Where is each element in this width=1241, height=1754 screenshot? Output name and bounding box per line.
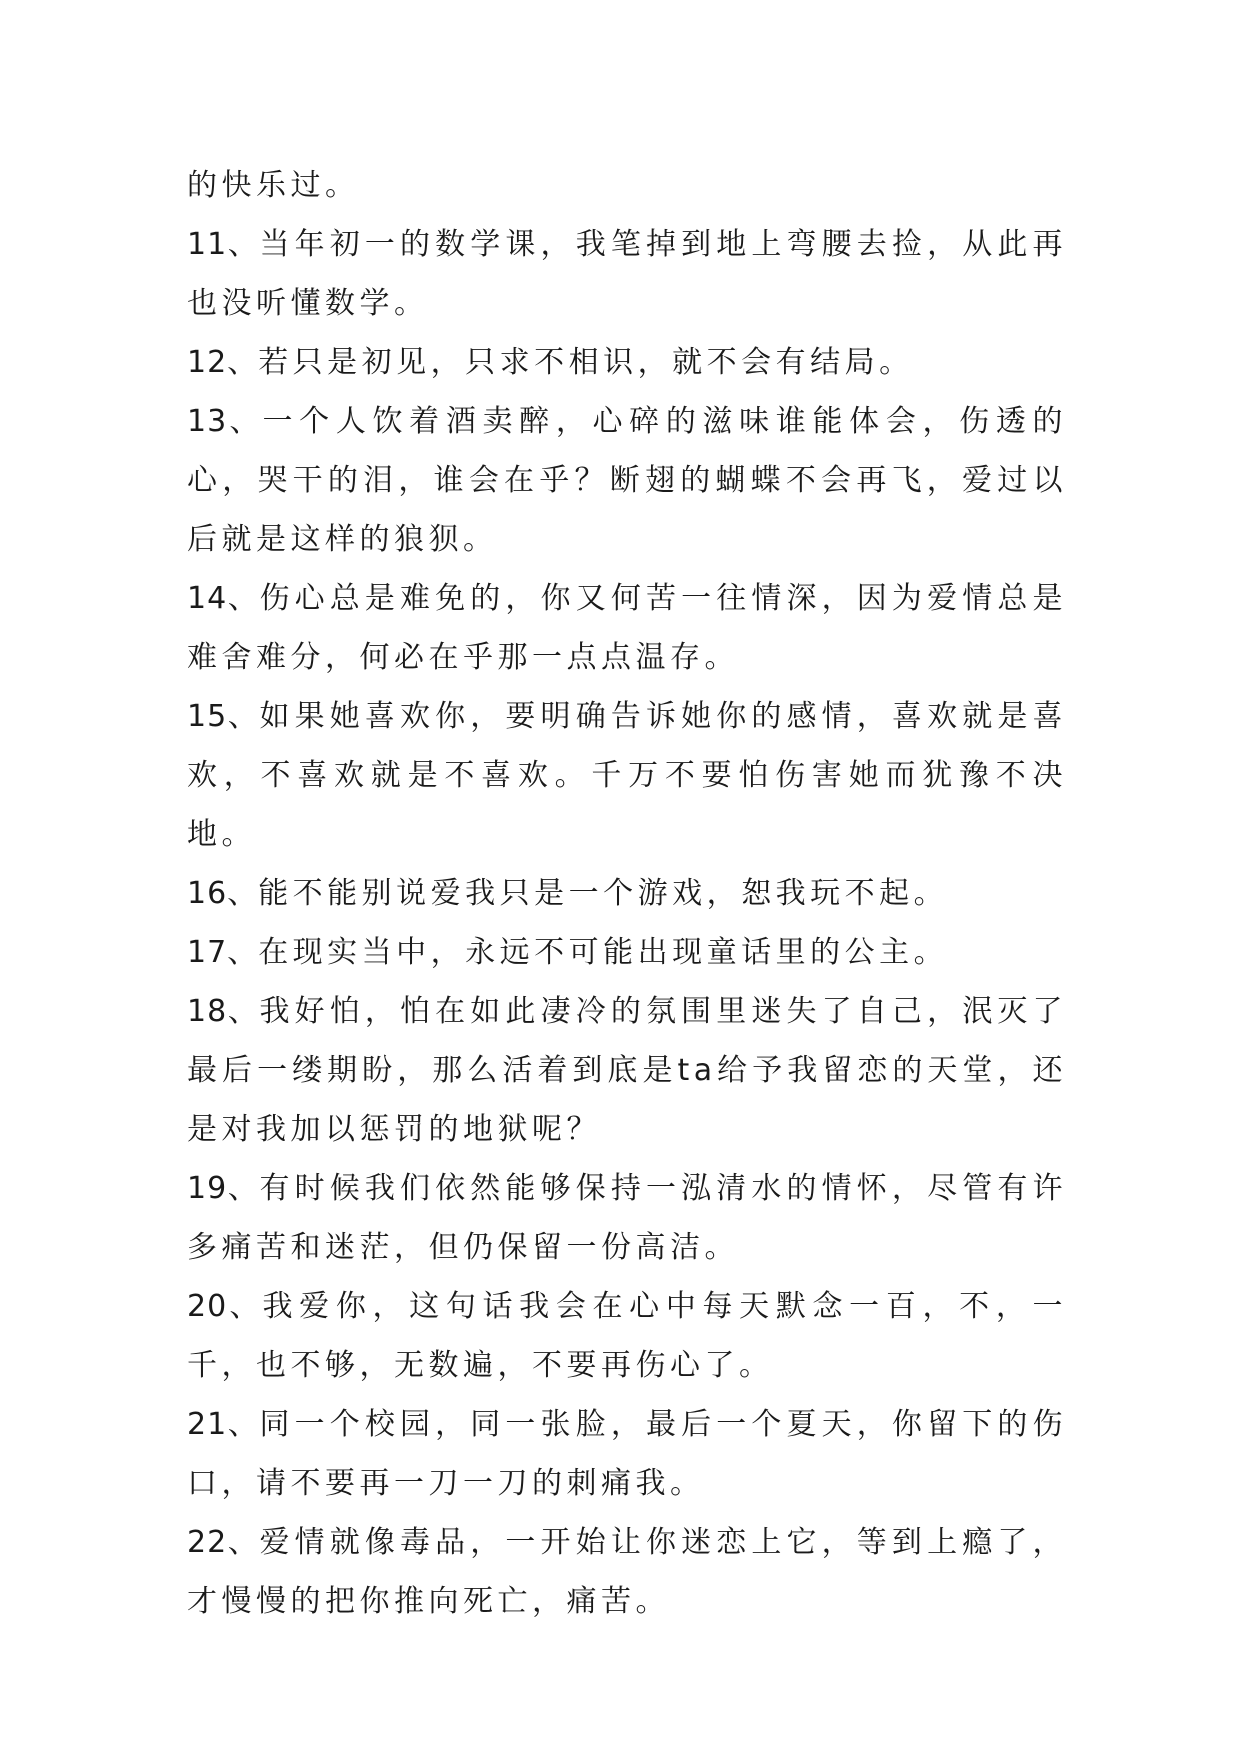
list-item (187, 215, 1067, 333)
list-item (187, 569, 1067, 687)
item-number: 15、 (187, 699, 260, 734)
list-item (187, 156, 1067, 215)
item-number: 12、 (187, 345, 259, 380)
item-number: 20、 (187, 1289, 263, 1324)
item-text: 能不能别说爱我只是一个游戏，恕我玩不起。 (258, 876, 949, 911)
item-number: 22、 (187, 1525, 260, 1560)
item-text: 一个人饮着酒卖醉，心碎的滋味谁能体会，伤透的心，哭干的泪，谁会在乎？断翅的蝴蝶不会再飞，爱过以后就是这样的狼狈。 (187, 404, 1067, 557)
item-text: 同一个校园，同一张脸，最后一个夏天，你留下的伤口，请不要再一刀一刀的刺痛我。 (187, 1407, 1067, 1501)
item-text: 爱情就像毒品，一开始让你迷恋上它，等到上瘾了，才慢慢的把你推向死亡，痛苦。 (187, 1525, 1067, 1619)
list-item (187, 392, 1067, 569)
item-text: 在现实当中，永远不可能出现童话里的公主。 (258, 935, 949, 970)
item-number: 17、 (187, 935, 259, 970)
item-text: 伤心总是难免的，你又何苦一往情深，因为爱情总是难舍难分，何必在乎那一点点温存。 (187, 581, 1067, 675)
item-number: 13、 (187, 404, 263, 439)
list-item (187, 1395, 1067, 1513)
item-text: 我爱你，这句话我会在心中每天默念一百，不，一千，也不够，无数遍，不要再伤心了。 (187, 1289, 1067, 1383)
list-item (187, 982, 1067, 1159)
list-item (187, 1277, 1067, 1395)
item-text: 当年初一的数学课，我笔掉到地上弯腰去捡，从此再也没听懂数学。 (187, 227, 1067, 321)
item-text: 如果她喜欢你，要明确告诉她你的感情，喜欢就是喜欢，不喜欢就是不喜欢。千万不要怕伤害她而犹豫不决地。 (187, 699, 1067, 852)
item-number: 19、 (187, 1171, 260, 1206)
item-number: 18、 (187, 994, 260, 1029)
list-item (187, 1159, 1067, 1277)
document-body (187, 156, 1067, 1631)
item-number: 11、 (187, 227, 260, 262)
list-item (187, 687, 1067, 864)
item-number: 21、 (187, 1407, 260, 1442)
item-text: 的快乐过。 (187, 168, 360, 203)
item-number: 16、 (187, 876, 259, 911)
item-text: 若只是初见，只求不相识，就不会有结局。 (258, 345, 914, 380)
list-item (187, 923, 1067, 982)
list-item (187, 1513, 1067, 1631)
list-item (187, 864, 1067, 923)
item-number: 14、 (187, 581, 260, 616)
list-item (187, 333, 1067, 392)
item-text: 我好怕，怕在如此凄冷的氛围里迷失了自己，泯灭了最后一缕期盼，那么活着到底是ta给予我留恋的天堂，还是对我加以惩罚的地狱呢？ (187, 994, 1067, 1147)
item-text: 有时候我们依然能够保持一泓清水的情怀，尽管有许多痛苦和迷茫，但仍保留一份高洁。 (187, 1171, 1067, 1265)
